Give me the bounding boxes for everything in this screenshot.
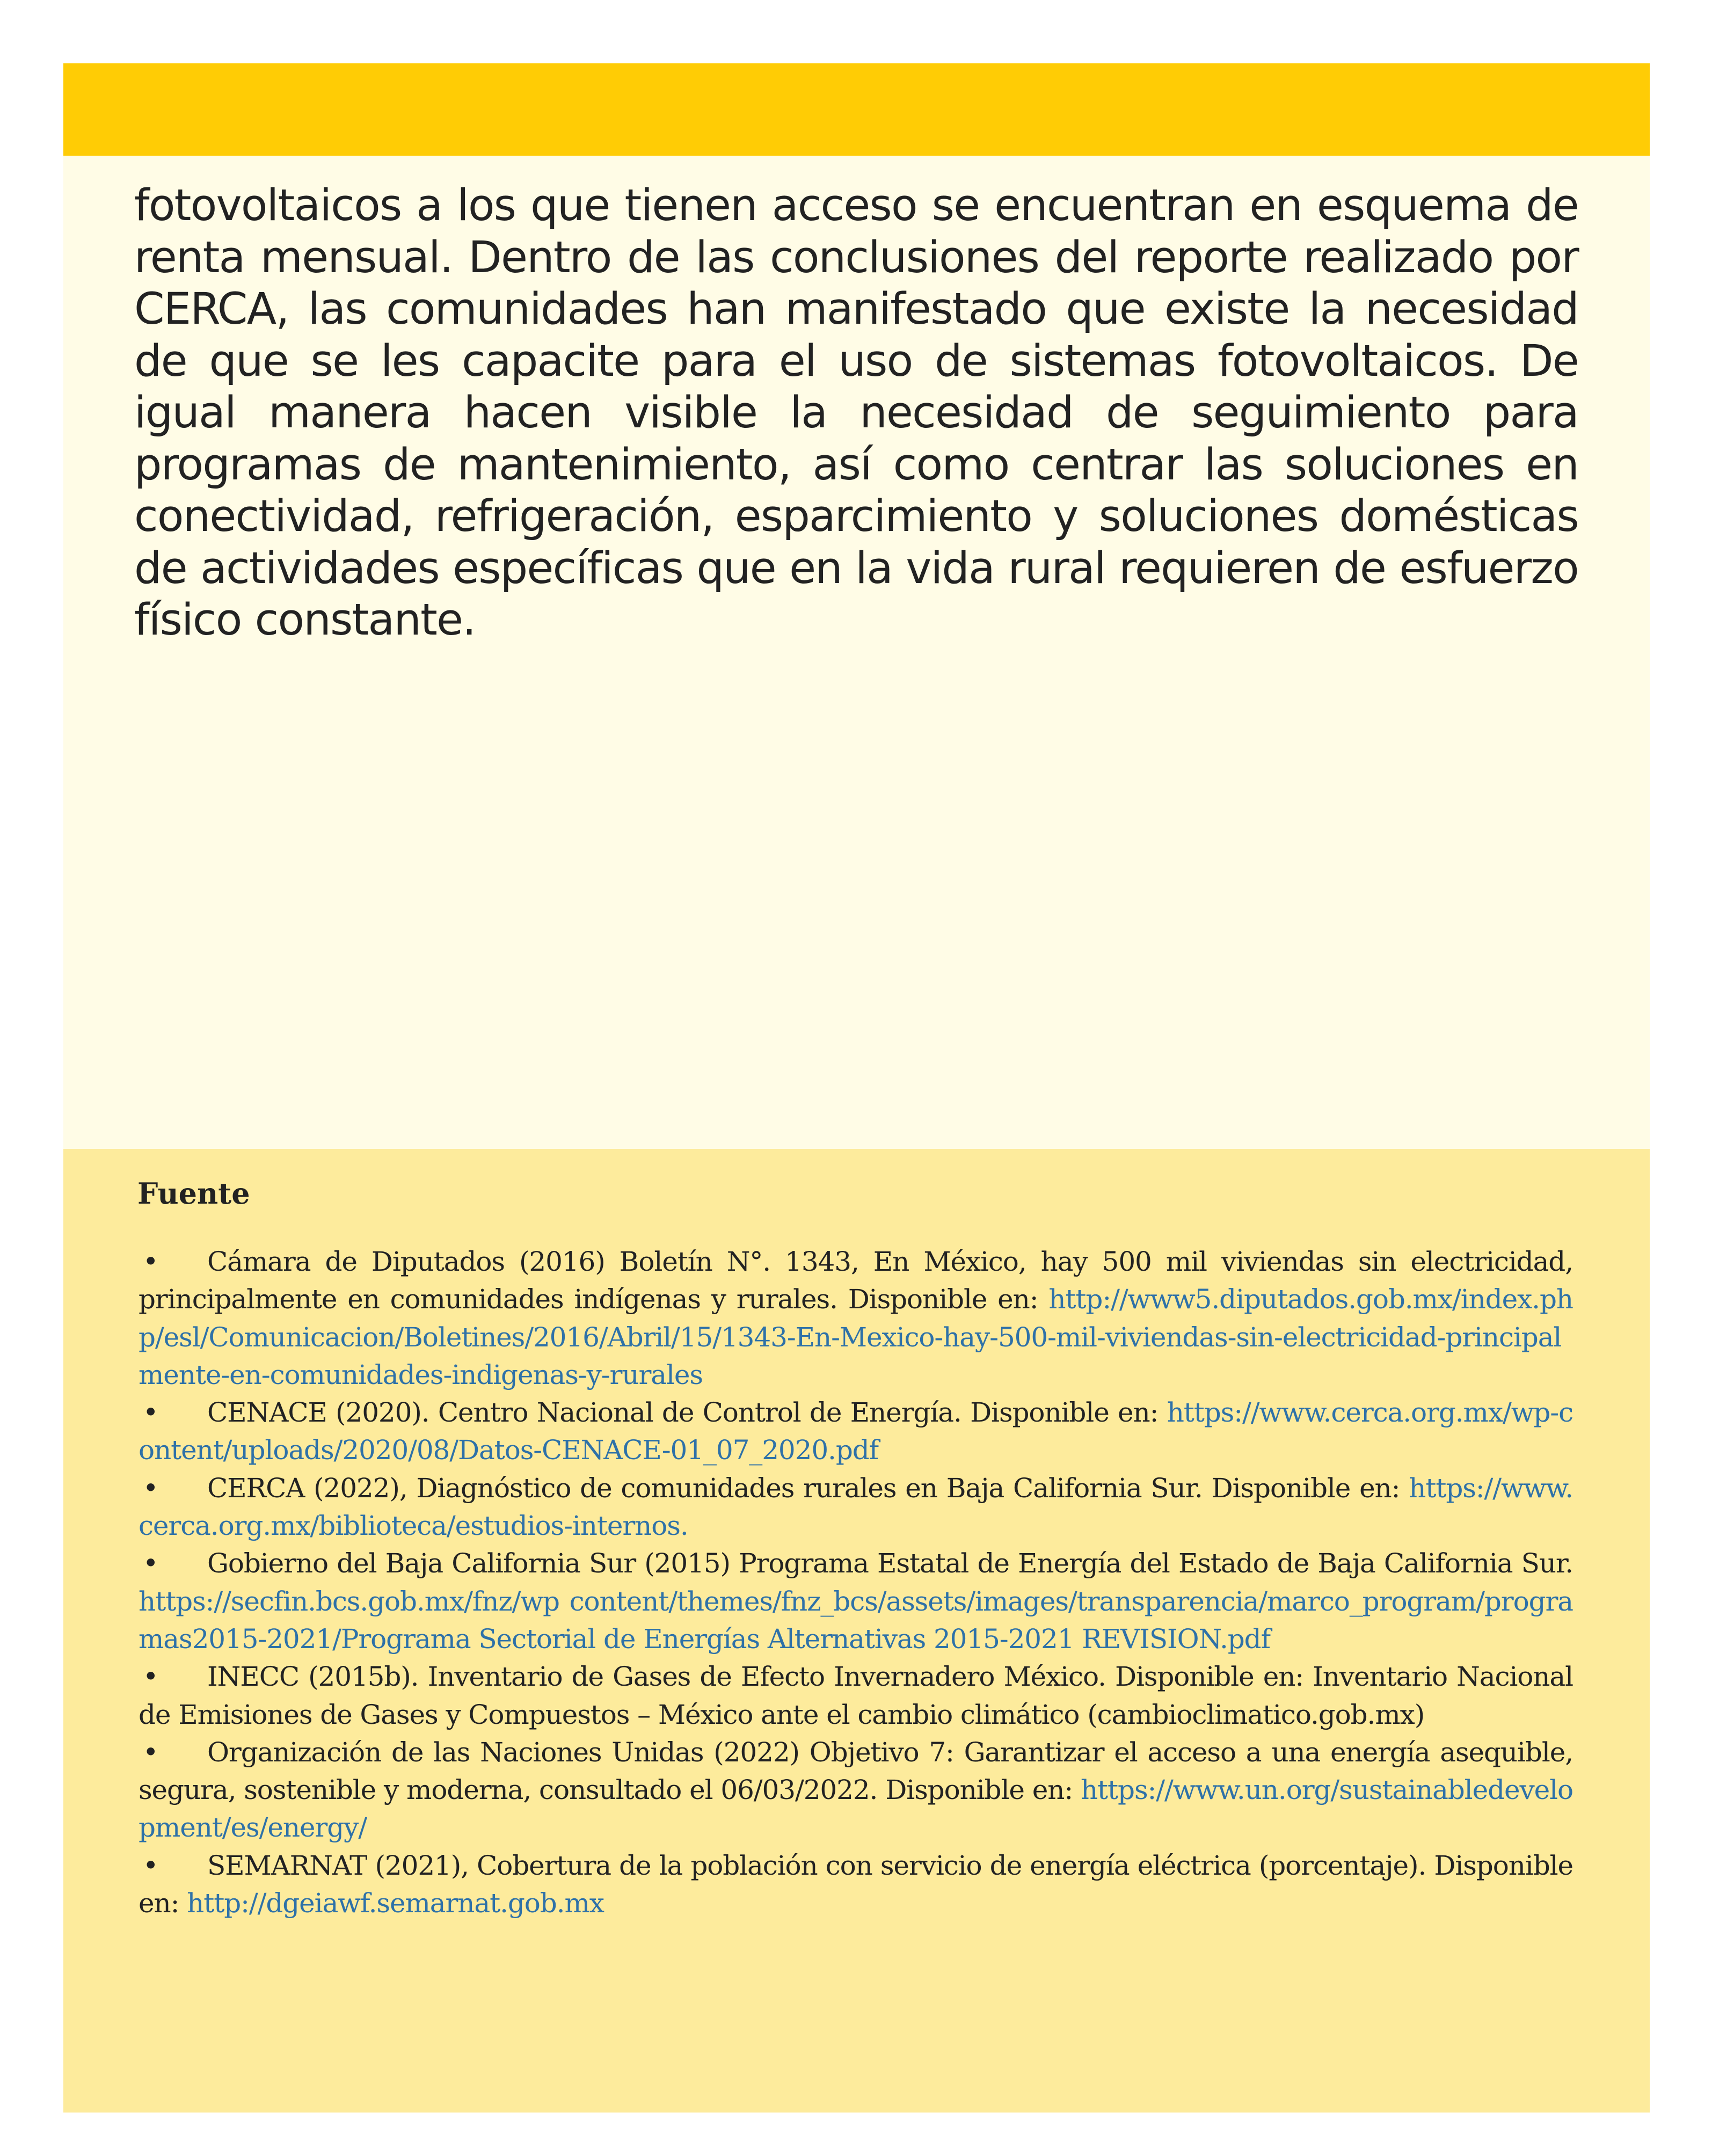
source-text: Gobierno del Baja California Sur (2015) Programa Estatal de Energía del Estado de Baja California Sur.	[207, 1548, 1573, 1579]
bullet-icon: •	[143, 1397, 158, 1429]
header-color-bar	[63, 63, 1650, 156]
source-link[interactable]: https://www.cerca.org.mx/biblioteca/estudios-internos.	[139, 1472, 1573, 1542]
source-text: CERCA (2022), Diagnóstico de comunidades rurales en Baja California Sur. Disponible en:	[207, 1472, 1409, 1504]
bullet-icon: •	[143, 1736, 158, 1768]
source-item	[139, 1545, 1573, 1658]
source-item	[139, 1394, 1573, 1469]
main-text-panel	[63, 156, 1650, 1149]
bullet-icon: •	[143, 1548, 158, 1579]
source-text: INECC (2015b). Inventario de Gases de Efecto Invernadero México. Disponible en: Inventario Nacional de Emisiones de Gases y Compuestos – México ante el cambio climático (cambioclimatico.gob.mx)	[139, 1661, 1573, 1730]
source-link[interactable]: https://secfin.bcs.gob.mx/fnz/wp content/themes/fnz_bcs/assets/images/transparencia/marco_program/programas2015-2021/Programa Sectorial de Energías Alternativas 2015-2021 REVISION.pdf	[139, 1585, 1573, 1655]
source-link[interactable]: http://www5.diputados.gob.mx/index.php/esl/Comunicacion/Boletines/2016/Abril/15/1343-En-Mexico-hay-500-mil-viviendas-sin-electricidad-principalmente-en-comunidades-indigenas-y-rurales	[139, 1284, 1573, 1390]
source-link[interactable]: https://www.cerca.org.mx/wp-content/uploads/2020/08/Datos-CENACE-01_07_2020.pdf	[139, 1397, 1573, 1466]
sources-list	[139, 1243, 1573, 1922]
source-text: CENACE (2020). Centro Nacional de Control de Energía. Disponible en:	[207, 1397, 1167, 1429]
bullet-icon: •	[143, 1246, 158, 1277]
source-text: SEMARNAT (2021), Cobertura de la población con servicio de energía eléctrica (porcentaje). Disponible en:	[139, 1849, 1573, 1919]
source-item	[139, 1847, 1573, 1922]
source-link[interactable]: http://dgeiawf.semarnat.gob.mx	[187, 1888, 604, 1919]
sources-panel	[63, 1149, 1650, 2113]
source-item	[139, 1733, 1573, 1847]
source-item	[139, 1469, 1573, 1545]
sources-title: Fuente	[137, 1176, 250, 1211]
source-text: Cámara de Diputados (2016) Boletín N°. 1343, En México, hay 500 mil viviendas sin electricidad, principalmente en comunidades indígenas y rurales. Disponible en:	[139, 1246, 1573, 1315]
source-item	[139, 1243, 1573, 1394]
source-item	[139, 1658, 1573, 1733]
source-link[interactable]: https://www.un.org/sustainabledevelopment/es/energy/	[139, 1774, 1573, 1844]
bullet-icon: •	[143, 1472, 158, 1504]
source-text: Organización de las Naciones Unidas (2022) Objetivo 7: Garantizar el acceso a una energía asequible, segura, sostenible y moderna, consultado el 06/03/2022. Disponible en:	[139, 1736, 1573, 1806]
bullet-icon: •	[143, 1849, 158, 1881]
bullet-icon: •	[143, 1661, 158, 1693]
body-paragraph: fotovoltaicos a los que tienen acceso se encuentran en esquema de renta mensual. Dentro de las conclusiones del reporte realizado por CERCA, las comunidades han manifestado que existe la necesidad de que se les capacite para el uso de sistemas fotovoltaicos. De igual manera hacen visible la necesidad de seguimiento para programas de mantenimiento, así como centrar las soluciones en conectividad, refrigeración, esparcimiento y soluciones domésticas de actividades específicas que en la vida rural requieren de esfuerzo físico constante.	[134, 180, 1578, 645]
